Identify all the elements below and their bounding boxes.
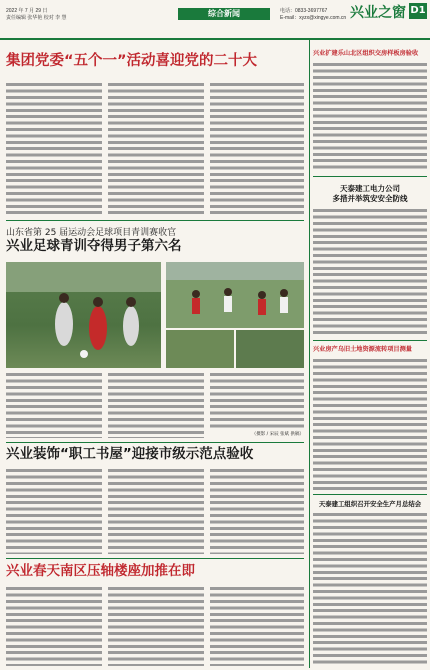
divider (6, 558, 304, 559)
headline-reading-room: 兴业装饰“职工书屋”迎接市级示范点验收 (6, 446, 254, 462)
divider (313, 340, 427, 341)
article-1-col-2 (108, 82, 204, 216)
article-3-col-3 (210, 468, 304, 554)
sidebar-headline-3: 兴业房产乌旧土地资源流转项目测量 (313, 346, 412, 353)
article-2-col-3 (210, 372, 304, 430)
headline-party-committee: 集团党委“五个一”活动喜迎党的二十大 (6, 53, 258, 69)
sidebar-article-1 (313, 62, 427, 172)
photo-players (6, 262, 161, 368)
page-number: D1 (409, 3, 427, 19)
article-3-col-2 (108, 468, 204, 554)
issue-date: 2022 年 7 月 29 日 (6, 8, 48, 14)
newspaper-logo: 兴业之窗 (350, 5, 406, 21)
subheadline-provincial-games: 山东省第 25 届运动会足球项目青训赛收官 (6, 228, 177, 238)
column-divider (309, 40, 310, 668)
sidebar-headline-4: 天泰建工组织召开安全生产月总结会 (318, 500, 422, 508)
article-4-col-1 (6, 586, 102, 666)
photo-match (6, 262, 161, 368)
divider (313, 494, 427, 495)
sidebar-article-2 (313, 208, 427, 336)
divider (313, 176, 427, 177)
sidebar-article-4 (313, 512, 427, 666)
divider (6, 220, 304, 221)
photo-action-2 (236, 330, 304, 368)
article-4-col-2 (108, 586, 204, 666)
article-4-col-3 (210, 586, 304, 666)
editor-line: 责任编辑 张华艳 校对 李 慧 (6, 15, 67, 21)
section-label: 综合新闻 (178, 8, 270, 20)
hotline: 电话：0833-3697767 (280, 8, 328, 14)
article-1-col-3 (210, 82, 304, 216)
email: E-mail：xyzx@xingye.com.cn (280, 15, 347, 21)
photo-training-scene (166, 262, 304, 328)
photo-credit: （摄影 / 宋辰 张斌 供稿） (251, 432, 304, 437)
headline-football: 兴业足球青训夺得男子第六名 (6, 238, 182, 254)
article-2-col-2 (108, 372, 204, 438)
photo-training (166, 262, 304, 328)
article-2-col-1 (6, 372, 102, 438)
article-3-col-1 (6, 468, 102, 554)
sidebar-article-3 (313, 358, 427, 490)
masthead (0, 0, 430, 40)
sidebar-headline-2: 天泰建工电力公司 多措并举筑安安全防线 (332, 184, 408, 203)
sidebar-headline-1: 兴业扩建乐山北区组织交房样板房验收 (313, 50, 419, 57)
headline-spring-south: 兴业春天南区压轴楼座加推在即 (6, 563, 195, 579)
article-1-col-1 (6, 82, 102, 216)
divider (6, 442, 304, 443)
photo-action-1 (166, 330, 234, 368)
